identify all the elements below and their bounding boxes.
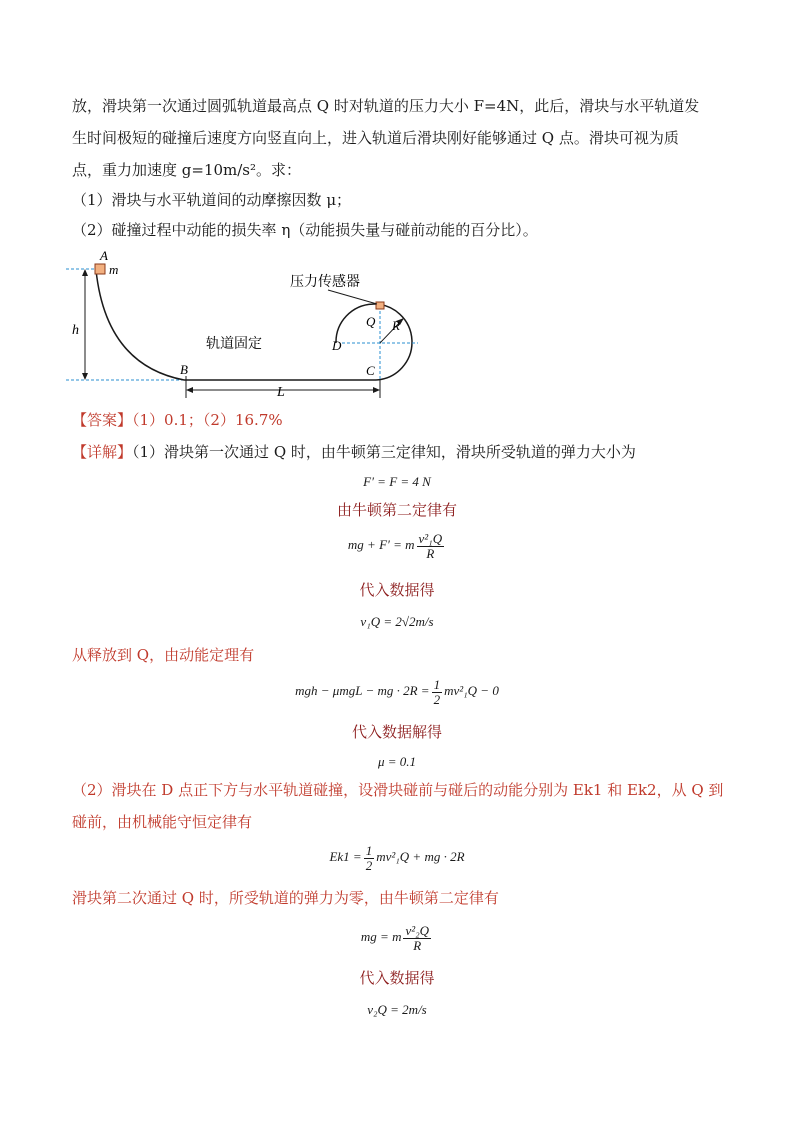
label-R: R [392, 318, 400, 333]
L-arrow-head-right [373, 387, 380, 393]
label-sensor: 压力传感器 [290, 274, 360, 290]
track-diagram [66, 250, 436, 400]
h-arrow-head-top [82, 269, 88, 276]
equation-4-left: mgh − μmgL − mg · 2R = [295, 683, 430, 698]
label-track-fixed: 轨道固定 [206, 336, 262, 352]
label-L: L [277, 385, 285, 400]
problem-line-2: 生时间极短的碰撞后速度方向竖直向上，进入轨道后滑块刚好能够通过 Q 点。滑块可视为质 [72, 129, 679, 147]
pressure-sensor [376, 302, 384, 309]
solution-line-4: 从释放到 Q，由动能定理有 [72, 646, 255, 664]
solution-line-6 [72, 780, 732, 800]
heading-newton-second: 由牛顿第二定律有 [336, 501, 457, 519]
equation-7-right: mv²₁Q + mg · 2R [376, 849, 465, 864]
equation-2-fraction [417, 532, 445, 561]
equation-2 [0, 530, 794, 561]
equation-3: v₁Q = 2√2m/s [360, 614, 434, 629]
solution-tag: 【详解】 [72, 443, 133, 461]
answer-tag: 【答案】 [72, 411, 133, 429]
equation-4 [0, 676, 794, 707]
label-h: h [72, 323, 79, 338]
problem-line-3: 点，重力加速度 g=10m/s²。求： [72, 161, 302, 179]
heading-substitute-1: 代入数据得 [359, 581, 435, 599]
label-A: A [100, 250, 108, 263]
heading-solve: 代入数据解得 [351, 723, 442, 741]
equation-8-left: mg = m [360, 929, 402, 944]
label-m: m [109, 262, 119, 277]
equation-5: μ = 0.1 [377, 754, 417, 769]
equation-8-denominator: R [413, 937, 422, 953]
answer-line [72, 410, 732, 430]
equation-2-numerator: v²₁Q [418, 530, 443, 546]
solution-line-1 [72, 442, 732, 462]
solution-line-7: 碰前，由机械能守恒定律有 [72, 813, 253, 831]
heading-substitute-2: 代入数据得 [359, 969, 435, 987]
equation-4-fraction [432, 678, 443, 707]
equation-8-fraction [403, 924, 431, 953]
equation-8-numerator: v²₂Q [405, 922, 430, 938]
solution-line-6-text: （2）滑块在 D 点正下方与水平轨道碰撞，设滑块碰前与碰后的动能分别为 Ek1 和 Ek2，从 Q 到 [72, 781, 724, 799]
equation-7-left: Ek1 = [329, 849, 362, 864]
block-m [95, 264, 105, 274]
equation-7-denominator: 2 [365, 857, 373, 873]
equation-9: v₂Q = 2m/s [367, 1002, 427, 1017]
sensor-pointer [328, 290, 377, 304]
equation-2-left: mg + F′ = m [347, 537, 415, 552]
equation-7-fraction [364, 844, 375, 873]
equation-4-numerator: 1 [433, 676, 441, 692]
equation-4-right: mv²₁Q − 0 [444, 683, 499, 698]
equation-2-denominator: R [426, 545, 435, 561]
equation-4-denominator: 2 [433, 691, 441, 707]
solution-line-8: 滑块第二次通过 Q 时，所受轨道的弹力为零，由牛顿第二定律有 [72, 889, 499, 907]
solution-line-1-text: （1）滑块第一次通过 Q 时，由牛顿第三定律知，滑块所受轨道的弹力大小为 [132, 443, 636, 461]
label-Q: Q [366, 314, 376, 329]
ramp-curve [96, 270, 184, 380]
problem-line-1: 放，滑块第一次通过圆弧轨道最高点 Q 时对轨道的压力大小 F=4N，此后，滑块与水平轨道发 [72, 97, 700, 115]
equation-7-numerator: 1 [365, 842, 373, 858]
answer-text: （1）0.1；（2）16.7% [132, 411, 283, 429]
equation-8 [0, 922, 794, 953]
question-1: （1）滑块与水平轨道间的动摩擦因数 μ； [72, 191, 352, 209]
L-arrow-head-left [186, 387, 193, 393]
label-D: D [332, 338, 342, 353]
h-arrow-head-bottom [82, 373, 88, 380]
equation-1: F′ = F = 4 N [363, 474, 431, 489]
label-C: C [366, 363, 375, 378]
equation-7 [0, 842, 794, 873]
question-2: （2）碰撞过程中动能的损失率 η（动能损失量与碰前动能的百分比）。 [72, 221, 538, 239]
label-B: B [180, 362, 188, 377]
